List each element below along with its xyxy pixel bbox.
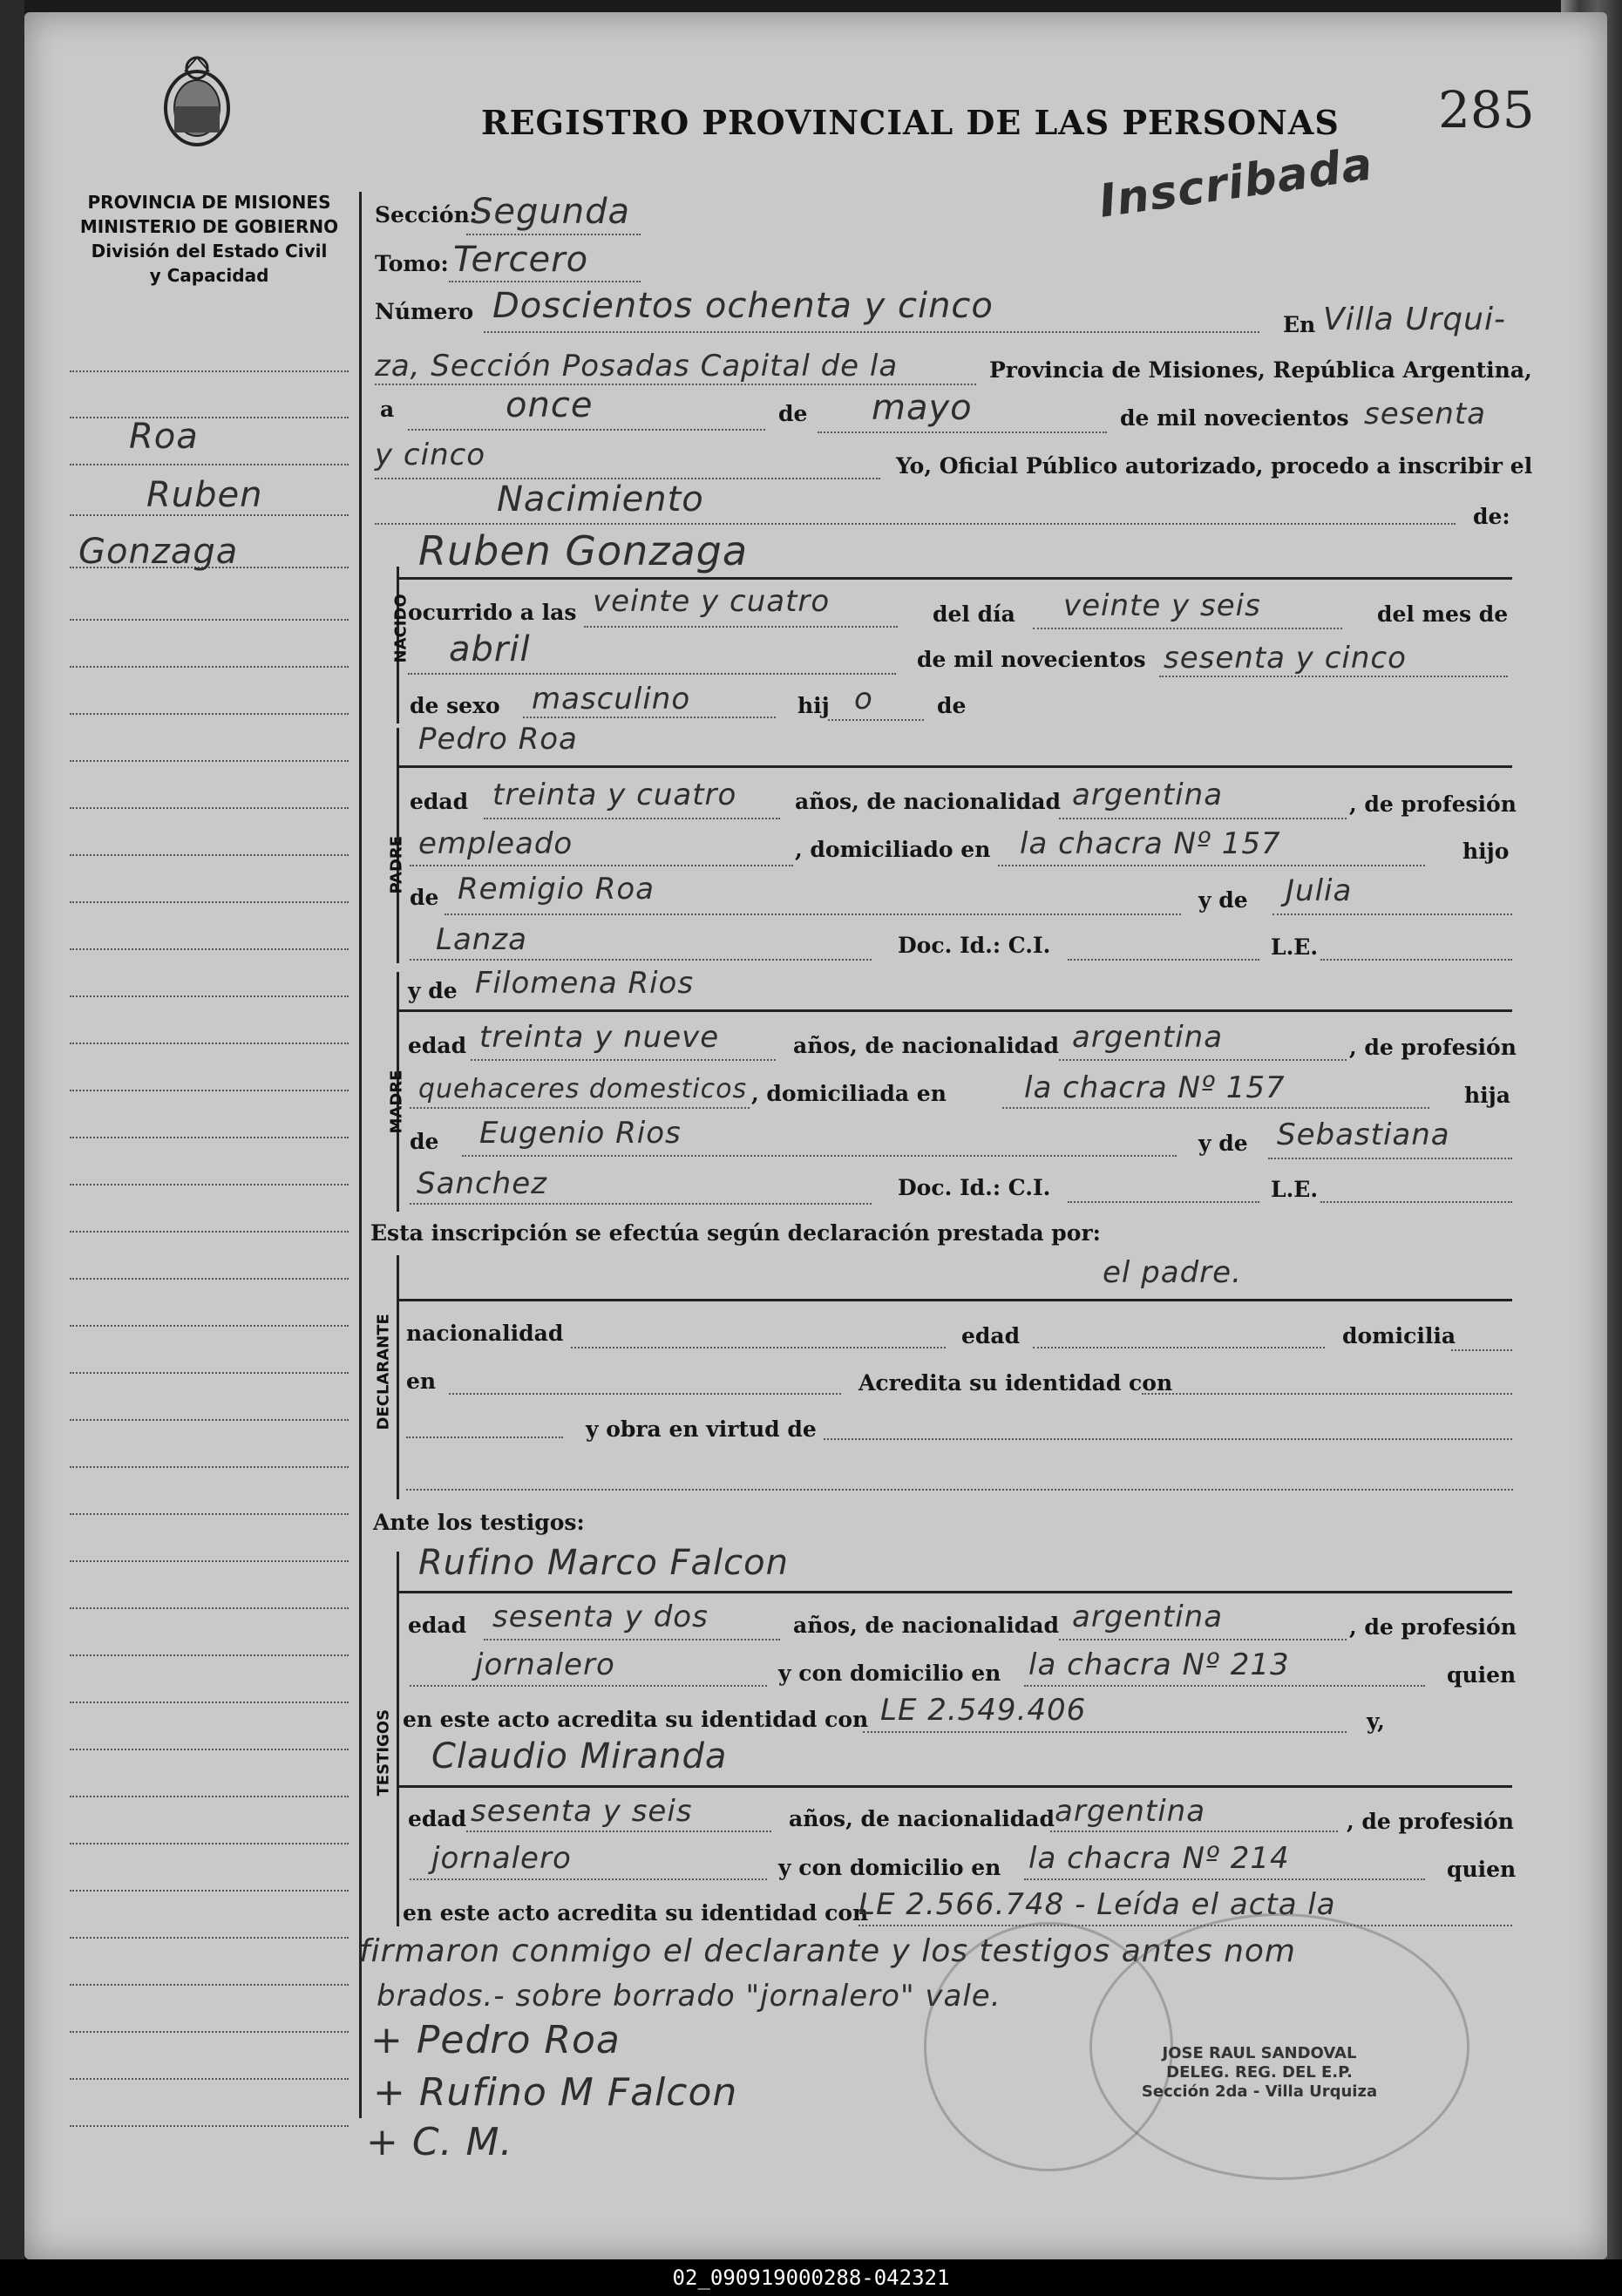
declarante-en-label: en (406, 1369, 437, 1394)
child-name: Ruben Gonzaga (418, 527, 749, 574)
scan-caption: 02_090919000288-042321 (0, 2259, 1622, 2296)
witness-1-prof-label: , de profesión (1349, 1614, 1517, 1640)
witness-2-dom-label: y con domicilio en (778, 1855, 1001, 1880)
ministry-line-4: y Capacidad (149, 265, 269, 286)
location-continuation: za, Sección Posadas Capital de la (375, 349, 899, 384)
ministry-line-3: División del Estado Civil (91, 241, 328, 262)
witness-1-nac-label: años, de nacionalidad (793, 1613, 1059, 1638)
declarante-bracket (397, 1255, 399, 1499)
signature-father: + Pedro Roa (370, 2018, 621, 2062)
provincia-text: Provincia de Misiones, República Argentina, (989, 357, 1532, 383)
year-continuation: y cinco (375, 438, 486, 472)
mother-parent-2: Sebastiana (1277, 1117, 1450, 1152)
testigos-label: TESTIGOS (374, 1708, 393, 1797)
seccion-label: Sección: (375, 202, 478, 228)
witness-2-edad-label: edad (408, 1806, 467, 1831)
tomo-label: Tomo: (375, 251, 449, 276)
en-value: Villa Urqui- (1323, 302, 1506, 337)
witness-2-nac-label: años, de nacionalidad (789, 1806, 1055, 1831)
inscribed-annotation: Inscribada (1096, 138, 1376, 228)
witness-2-profession: jornalero (431, 1841, 572, 1876)
ministry-header (70, 190, 349, 288)
father-age: treinta y cuatro (492, 778, 737, 812)
witness-1-address: la chacra Nº 213 (1028, 1647, 1290, 1682)
witness-2-acredita-label: en este acto acredita su identidad con (403, 1900, 869, 1926)
ministry-line-1: PROVINCIA DE MISIONES (87, 192, 331, 213)
witness-1-edad-label: edad (408, 1613, 467, 1638)
witness-1-y-comma: y, (1367, 1708, 1385, 1734)
mother-age: treinta y nueve (479, 1020, 720, 1055)
witness-1-name: Rufino Marco Falcon (418, 1543, 789, 1583)
birth-hour: veinte y cuatro (593, 584, 831, 619)
witness-2-name: Claudio Miranda (431, 1736, 728, 1776)
testigos-bracket (397, 1552, 399, 1926)
padre-label: PADRE (387, 835, 406, 894)
witness-2-quien-label: quien (1447, 1857, 1517, 1882)
father-parent-2-cont: Lanza (436, 922, 528, 957)
mother-yde-label: y de (408, 978, 458, 1003)
en-label: En (1283, 312, 1316, 337)
witness-1-dom-label: y con domicilio en (778, 1661, 1001, 1686)
birth-day: veinte y seis (1063, 588, 1261, 623)
mother-yde-label-2: y de (1198, 1131, 1248, 1156)
numero-label: Número (375, 299, 474, 324)
hijo-label: hijo (1463, 839, 1510, 864)
birth-year-label: de mil novecientos (917, 647, 1146, 672)
father-dom-label: , domiciliado en (795, 837, 991, 862)
a-label: a (380, 397, 395, 422)
witness-2-id: LE 2.566.748 - Leída el acta la (859, 1887, 1336, 1922)
mother-le-label: L.E. (1271, 1177, 1319, 1202)
closing-line-2: brados.- sobre borrado "jornalero" vale. (377, 1979, 1001, 2014)
de-label: de (778, 401, 808, 426)
father-address: la chacra Nº 157 (1020, 826, 1281, 861)
registration-month: mayo (872, 388, 973, 428)
father-parent-1: Remigio Roa (458, 872, 655, 907)
father-doc-label: Doc. Id.: C.I. (898, 933, 1051, 958)
mother-nationality: argentina (1072, 1020, 1224, 1055)
page-number: 285 (1438, 80, 1535, 139)
registration-year: sesenta (1364, 397, 1486, 431)
testigos-intro: Ante los testigos: (373, 1510, 585, 1535)
witness-1-age: sesenta y dos (492, 1600, 709, 1634)
hij-de-label: de (937, 693, 967, 718)
father-name: Pedro Roa (418, 722, 578, 757)
signature-witness-1: + Rufino M Falcon (373, 2070, 738, 2115)
closing-line-1: firmaron conmigo el declarante y los testigos antes nom (359, 1933, 1296, 1969)
mother-parent-1: Eugenio Rios (479, 1116, 682, 1151)
declarante-value: el padre. (1103, 1255, 1242, 1290)
margin-first-name: Ruben (146, 475, 263, 515)
father-nationality: argentina (1072, 778, 1224, 812)
witness-1-profession: jornalero (475, 1647, 615, 1682)
mother-dom-label: , domiciliada en (751, 1081, 947, 1106)
dia-label: del día (933, 601, 1015, 627)
father-parent-2: Julia (1286, 873, 1353, 908)
father-profession: empleado (418, 826, 573, 861)
witness-1-id: LE 2.549.406 (880, 1693, 1087, 1728)
declarante-label: DECLARANTE (374, 1314, 393, 1430)
father-yde-label: y de (1198, 887, 1248, 913)
oficial-text: Yo, Oficial Público autorizado, procedo a inscribir el (896, 453, 1533, 479)
mother-doc-label: Doc. Id.: C.I. (898, 1175, 1051, 1200)
declarante-dom-label: domicilia (1342, 1323, 1456, 1348)
registration-day: once (506, 385, 594, 425)
hij-label: hij (797, 693, 830, 718)
official-name: JOSE RAUL SANDOVAL (1162, 2044, 1357, 2062)
father-prof-label: , de profesión (1349, 791, 1517, 817)
mother-prof-label: , de profesión (1349, 1035, 1517, 1060)
father-de-label: de (410, 885, 439, 910)
margin-surname: Roa (129, 417, 199, 457)
main-divider (359, 192, 362, 2118)
declarante-obra-label: y obra en virtud de (586, 1416, 817, 1442)
ocurrido-label: ocurrido a las (408, 600, 577, 625)
madre-label: MADRE (387, 1070, 406, 1134)
year-label: de mil novecientos (1120, 405, 1349, 431)
scanner-left-edge (0, 0, 24, 2296)
witness-1-nationality: argentina (1072, 1600, 1224, 1634)
declarante-intro: Esta inscripción se efectúa según declaración prestada por: (370, 1220, 1101, 1246)
official-title: DELEG. REG. DEL E.P. (1166, 2063, 1353, 2082)
declarante-acredita-label: Acredita su identidad con (859, 1370, 1173, 1396)
witness-1-acredita-label: en este acto acredita su identidad con (403, 1707, 869, 1732)
sexo-value: masculino (532, 682, 691, 717)
mother-profession: quehaceres domesticos (418, 1074, 748, 1104)
birth-month: abril (449, 629, 531, 669)
birth-year: sesenta y cinco (1164, 641, 1407, 676)
mother-nac-label: años, de nacionalidad (793, 1033, 1059, 1058)
witness-2-nationality: argentina (1055, 1794, 1206, 1829)
argentina-coat-of-arms-icon (159, 54, 235, 150)
margin-middle-name: Gonzaga (78, 532, 239, 572)
declarante-edad-label: edad (961, 1323, 1021, 1348)
numero-value: Doscientos ochenta y cinco (492, 286, 994, 326)
mother-address: la chacra Nº 157 (1024, 1070, 1286, 1105)
official-stamp (1094, 2044, 1425, 2102)
father-le-label: L.E. (1271, 934, 1319, 960)
hija-label: hija (1464, 1083, 1510, 1108)
mother-parent-2-cont: Sanchez (417, 1166, 547, 1201)
ministry-line-2: MINISTERIO DE GOBIERNO (79, 216, 339, 237)
witness-1-quien-label: quien (1447, 1662, 1517, 1688)
nacido-label: NACIDO (391, 594, 411, 663)
page-title: REGISTRO PROVINCIAL DE LAS PERSONAS (481, 103, 1340, 142)
father-nac-label: años, de nacionalidad (795, 789, 1061, 814)
witness-2-address: la chacra Nº 214 (1028, 1841, 1290, 1876)
witness-2-age: sesenta y seis (471, 1794, 693, 1829)
hij-value: o (854, 682, 873, 717)
de-colon: de: (1473, 504, 1510, 529)
mother-name: Filomena Rios (475, 966, 695, 1001)
act-type: Nacimiento (497, 479, 704, 520)
mother-edad-label: edad (408, 1033, 467, 1058)
sexo-label: de sexo (410, 693, 500, 718)
mes-label: del mes de (1377, 601, 1509, 627)
witness-2-prof-label: , de profesión (1347, 1809, 1514, 1834)
declarante-nac-label: nacionalidad (406, 1321, 564, 1346)
seccion-value: Segunda (471, 192, 630, 232)
signature-witness-2: + C. M. (366, 2120, 513, 2164)
father-edad-label: edad (410, 789, 469, 814)
tomo-value: Tercero (453, 240, 589, 280)
official-section: Sección 2da - Villa Urquiza (1141, 2082, 1378, 2101)
mother-de-label: de (410, 1129, 439, 1154)
